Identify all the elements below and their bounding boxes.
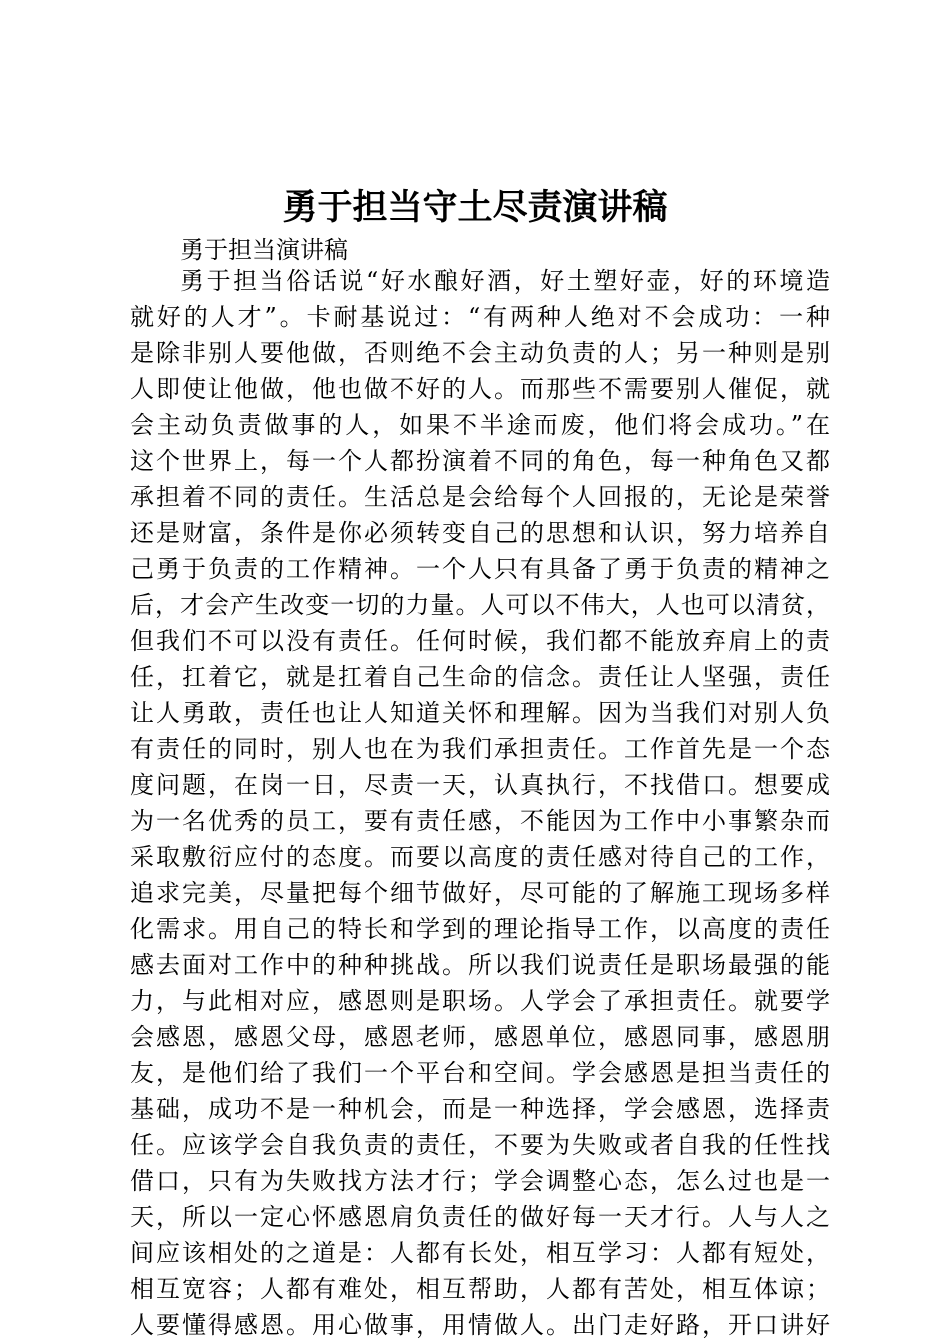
body-line: 为一名优秀的员工，要有责任感，不能因为工作中小事繁杂而 — [130, 807, 830, 835]
body-line: 会主动负责做事的人，如果不半途而废，他们将会成功。”在 — [130, 411, 830, 439]
body-line: 还是财富，条件是你必须转变自己的思想和认识，努力培养自 — [130, 519, 830, 547]
body-line: 承担着不同的责任。生活总是会给每个人回报的，无论是荣誉 — [130, 483, 830, 511]
body-line: 相互宽容；人都有难处，相互帮助，人都有苦处，相互体谅； — [130, 1275, 830, 1303]
body-line: 后，才会产生改变一切的力量。人可以不伟大，人也可以清贫， — [130, 591, 830, 619]
body-line: 就好的人才”。卡耐基说过：“有两种人绝对不会成功：一种 — [130, 303, 830, 331]
body-line: 人要懂得感恩。用心做事，用情做人。出门走好路，开口讲好 — [130, 1311, 830, 1339]
body-line: 借口，只有为失败找方法才行；学会调整心态，怎么过也是一 — [130, 1167, 830, 1195]
body-line: 是除非别人要他做，否则绝不会主动负责的人；另一种则是别 — [130, 339, 830, 367]
body-line: 天，所以一定心怀感恩肩负责任的做好每一天才行。人与人之 — [130, 1203, 830, 1231]
body-line: 任。应该学会自我负责的责任，不要为失败或者自我的任性找 — [130, 1131, 830, 1159]
body-line: 化需求。用自己的特长和学到的理论指导工作，以高度的责任 — [130, 915, 830, 943]
body-line: 度问题，在岗一日，尽责一天，认真执行，不找借口。想要成 — [130, 771, 830, 799]
body-line: 会感恩，感恩父母，感恩老师，感恩单位，感恩同事，感恩朋 — [130, 1023, 830, 1051]
body-line: 有责任的同时，别人也在为我们承担责任。工作首先是一个态 — [130, 735, 830, 763]
body-line: 但我们不可以没有责任。任何时候，我们都不能放弃肩上的责 — [130, 627, 830, 655]
body-line: 基础，成功不是一种机会，而是一种选择，学会感恩，选择责 — [130, 1095, 830, 1123]
body-line: 这个世界上，每一个人都扮演着不同的角色，每一种角色又都 — [130, 447, 830, 475]
body-line: 勇于担当俗话说“好水酿好酒，好土塑好壶，好的环境造 — [180, 267, 830, 295]
body-line: 追求完美，尽量把每个细节做好，尽可能的了解施工现场多样 — [130, 879, 830, 907]
body-line: 己勇于负责的工作精神。一个人只有具备了勇于负责的精神之 — [130, 555, 830, 583]
body-line: 让人勇敢，责任也让人知道关怀和理解。因为当我们对别人负 — [130, 699, 830, 727]
body-line: 采取敷衍应付的态度。而要以高度的责任感对待自己的工作， — [130, 843, 830, 871]
body-line: 友，是他们给了我们一个平台和空间。学会感恩是担当责任的 — [130, 1059, 830, 1087]
body-line: 力，与此相对应，感恩则是职场。人学会了承担责任。就要学 — [130, 987, 830, 1015]
document-title: 勇于担当守土尽责演讲稿 — [282, 187, 668, 228]
document-body — [130, 263, 830, 1343]
document-subtitle: 勇于担当演讲稿 — [180, 236, 348, 264]
body-line: 任，扛着它，就是扛着自己生命的信念。责任让人坚强，责任 — [130, 663, 830, 691]
body-line: 人即使让他做，他也做不好的人。而那些不需要别人催促，就 — [130, 375, 830, 403]
body-line: 间应该相处的之道是：人都有长处，相互学习：人都有短处， — [130, 1239, 830, 1267]
body-line: 感去面对工作中的种种挑战。所以我们说责任是职场最强的能 — [130, 951, 830, 979]
